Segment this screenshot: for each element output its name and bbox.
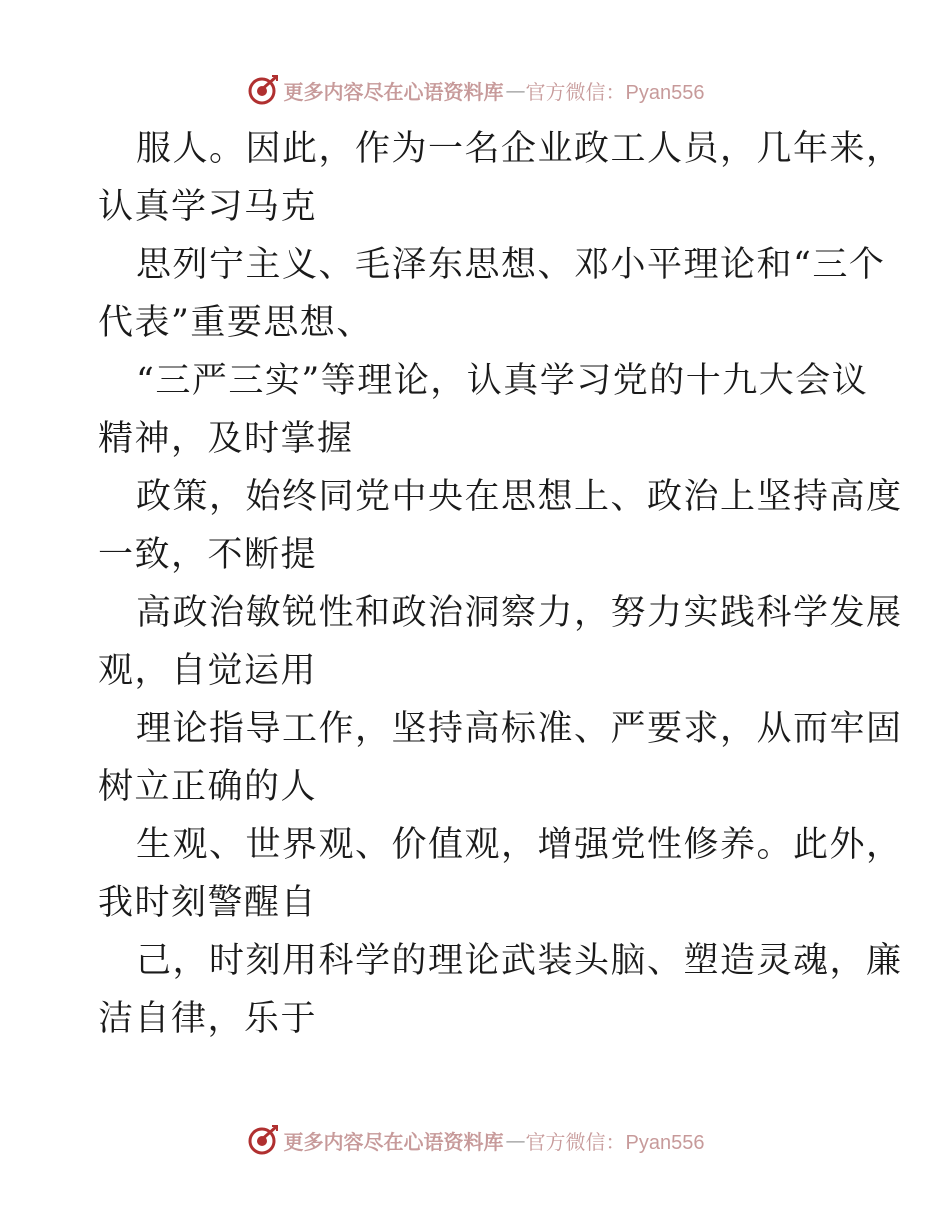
paragraph-line: 政策，始终同党中央在思想上、政治上坚持高度 — [136, 477, 903, 517]
paragraph-line: 己，时刻用科学的理论武装头脑、塑造灵魂，廉 — [136, 941, 903, 981]
paragraph-line: 思列宁主义、毛泽东思想、邓小平理论和“三个 — [136, 245, 886, 285]
document-body — [98, 120, 903, 1048]
paragraph-line: 理论指导工作，坚持高标准、严要求，从而牢固 — [136, 709, 903, 749]
paragraph — [98, 236, 886, 352]
logo-icon — [246, 73, 280, 107]
paragraph-line: 一致，不断提 — [98, 535, 318, 575]
paragraph — [98, 120, 903, 236]
paragraph — [98, 584, 903, 700]
footer-watermark — [0, 1120, 950, 1160]
paragraph — [98, 700, 903, 816]
paragraph-line: 代表”重要思想、 — [98, 303, 373, 343]
paragraph — [98, 816, 903, 932]
paragraph-line: “三严三实”等理论，认真学习党的十九大会议 — [136, 361, 869, 401]
footer-wechat-text: 官方微信：Pyan556 — [525, 1131, 705, 1154]
paragraph — [98, 932, 903, 1048]
paragraph — [98, 352, 869, 468]
header-brand-text: 更多内容尽在心语资料库 — [283, 79, 504, 104]
paragraph-line: 精神，及时掌握 — [98, 419, 354, 459]
header-separator: — — [505, 78, 526, 102]
logo-icon — [246, 1123, 280, 1157]
header-wechat-text: 官方微信：Pyan556 — [525, 81, 705, 104]
paragraph-line: 树立正确的人 — [98, 767, 318, 807]
paragraph-line: 观，自觉运用 — [98, 651, 318, 691]
header-watermark — [0, 70, 950, 110]
paragraph-line: 生观、世界观、价值观，增强党性修养。此外， — [136, 825, 903, 865]
paragraph-line: 认真学习马克 — [98, 187, 318, 227]
paragraph-line: 洁自律，乐于 — [98, 999, 318, 1039]
paragraph — [98, 468, 903, 584]
footer-brand-text: 更多内容尽在心语资料库 — [283, 1129, 504, 1154]
paragraph-line: 服人。因此，作为一名企业政工人员，几年来， — [136, 129, 903, 169]
footer-separator: — — [505, 1128, 526, 1152]
paragraph-line: 我时刻警醒自 — [98, 883, 318, 923]
paragraph-line: 高政治敏锐性和政治洞察力，努力实践科学发展 — [136, 593, 903, 633]
